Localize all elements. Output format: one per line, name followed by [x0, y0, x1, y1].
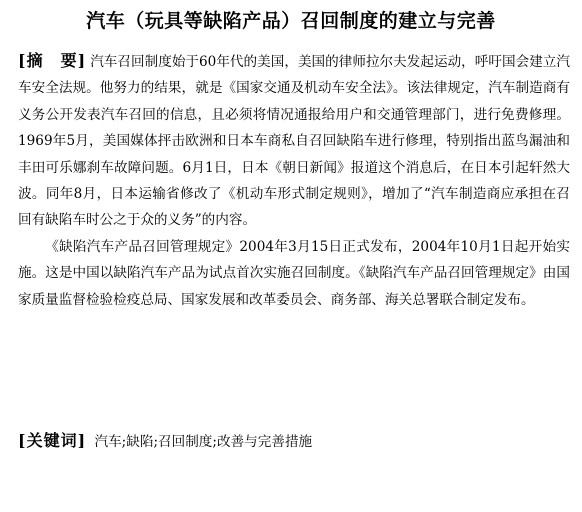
document-title: 汽车（玩具等缺陷产品）召回制度的建立与完善 [86, 10, 496, 32]
keywords-text: 汽车;缺陷;召回制度;改善与完善措施 [94, 434, 313, 450]
abstract-section [18, 48, 570, 313]
abstract-paragraph-1-text: 汽车召回制度始于60年代的美国，美国的律师拉尔夫发起运动，呼吁国会建立汽车安全法规。他努力的结果，就是《国家交通及机动车安全法》。该法律规定，汽车制造商有义务公开发表汽车召回的信息，且必须将情况通报给用户和交通管理部门，进行免费修理。1969年5月，美国媒体抨击欧洲和日本车商私自召回缺陷车进行修理，特别指出蓝鸟漏油和丰田可乐娜刹车故障问题。6月1日，日本《朝日新闻》报道这个消息后，在日本引起轩然大波。同年8月，日本运输省修改了《机动车形式制定规则》，增加了“汽车制造商应承担在召回有缺陷车时公之于众的义务”的内容。 [18, 54, 570, 229]
abstract-paragraph-1 [18, 48, 570, 234]
abstract-paragraph-2: 《缺陷汽车产品召回管理规定》2004年3月15日正式发布，2004年10月1日起开始实施。这是中国以缺陷汽车产品为试点首次实施召回制度。《缺陷汽车产品召回管理规定》由国家质量监督检验检疫总局、国家发展和改革委员会、商务部、海关总署联合制定发布。 [18, 238, 570, 308]
keywords-label: [关键词] [18, 431, 87, 450]
abstract-label: [摘 要] [18, 51, 87, 70]
keywords-section [18, 428, 570, 455]
